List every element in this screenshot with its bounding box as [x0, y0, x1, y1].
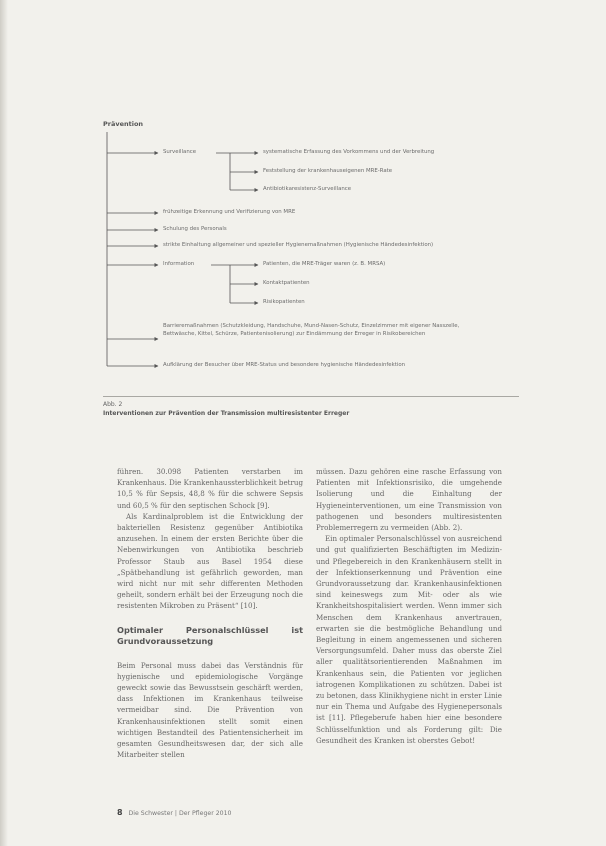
node-surveillance-b: Feststellung der krankenhauseigenen MRE-Rate	[263, 168, 393, 174]
node-information: Information	[163, 261, 195, 267]
column-right	[316, 466, 502, 746]
section-heading: Optimaler Personalschlüssel ist Grundvoraussetzung	[117, 624, 303, 646]
journal-name: Die Schwester | Der Pfleger 2010	[128, 810, 232, 817]
figure-rule	[103, 396, 519, 397]
node-information-a: Patienten, die MRE-Träger waren (z. B. MRSA)	[263, 261, 386, 267]
page-edge	[0, 0, 8, 846]
node-early-detection: frühzeitige Erkennung und Verifizierung von MRE	[163, 209, 296, 215]
node-staff-training: Schulung des Personals	[163, 226, 227, 232]
figure-arrows	[103, 120, 523, 400]
figure-caption-text: Interventionen zur Prävention der Transmission multiresistenter Erreger	[103, 410, 350, 417]
page-number: 8	[117, 808, 123, 817]
node-visitors: Aufklärung der Besucher über MRE-Status und besondere hygienische Händedesinfektion	[163, 362, 406, 368]
node-information-c: Risikopatienten	[263, 299, 305, 305]
paragraph: Als Kardinalproblem ist die Entwicklung der bakteriellen Resistenz gegenüber Antibiotika anzusehen. In einem der ersten Berichte über die Nebenwirkungen von Antibiotika beschrieb Professor Staub aus Basel 1954 diese „Spätbehandlung ist gefährlich geworden, man wird nicht nur mit sehr differenten Methoden geheilt, sondern erhält bei der Erzeugung noch die resistenten Mikroben zu Präsent“ [10].	[117, 511, 303, 611]
figure-title: Prävention	[103, 120, 144, 128]
figure-caption-number: Abb. 2	[103, 401, 123, 408]
prevention-figure	[103, 120, 523, 406]
column-left	[117, 466, 303, 760]
paragraph: führen. 30.098 Patienten verstarben im Krankenhaus. Die Krankenhaussterblichkeit betrug 10,5 % für Sepsis, 48,8 % für die schwere Sepsis und 60,5 % für den septischen Schock [9].	[117, 467, 303, 510]
node-surveillance: Surveillance	[163, 149, 197, 155]
paragraph: Beim Personal muss dabei das Verständnis für hygienische und epidemiologische Vorgänge geweckt sowie das Bewusstsein geschärft werden, dass Infektionen im Krankenhaus teilweise vermeidbar sind. Die Prävention von Krankenhausinfektionen stellt somit einen wichtigen Bestandteil des Patientensicherheit im gesamten Gesundheitswesen dar, der sich alle Mitarbeiter stellen	[117, 660, 303, 760]
node-surveillance-a: systematische Erfassung des Vorkommens und der Verbreitung	[263, 149, 435, 155]
node-barrier: Barrieremaßnahmen (Schutzkleidung, Handschuhe, Mund-Nasen-Schutz, Einzelzimmer mit eigener Nasszelle, Bettwäsche, Kittel, Schürze, Patientenisolierung) zur Eindämmung der Erreger in Risikobereichen	[163, 323, 460, 337]
page-footer	[117, 808, 231, 817]
node-information-b: Kontaktpatienten	[263, 280, 310, 286]
paragraph: Ein optimaler Personalschlüssel von ausreichend und gut qualifizierten Beschäftigten im Medizin- und Pflegebereich in den Krankenhäusern stellt in der Infektionserkennung und Prävention eine Grundvoraussetzung dar. Krankenhausinfektionen sind keineswegs zum Mit- oder als wie Krankheitshospitalisiert werden. Wenn immer sich Menschen dem Krankenhaus anvertrauen, erwarten sie die bestmögliche Behandlung und Begleitung in einem angemessenen und sicheren Versorgungsumfeld. Daher muss das oberste Ziel aller qualitätsorientierenden Maßnahmen im Krankenhaus sein, die Patienten vor jeglichen iatrogenen Komplikationen zu schützen. Dabei ist zu betonen, dass Klinikhygiene nicht in erster Linie nur ein Thema und Aufgabe des Hygienepersonals ist [11]. Pflegeberufe haben hier eine besondere Schlüsselfunktion und als Forderung gilt: Die Gesundheit des Kranken ist oberstes Gebot!	[316, 534, 502, 745]
paragraph: müssen. Dazu gehören eine rasche Erfassung von Patienten mit Infektionsrisiko, die umgehende Isolierung und die Einhaltung der Hygieneinterventionen, um eine Transmission von pathogenen und besonders multiresistenten Problemerregern zu vermeiden (Abb. 2).	[316, 467, 502, 533]
node-hygiene: strikte Einhaltung allgemeiner und spezieller Hygienemaßnahmen (Hygienische Händedesinfektion)	[163, 242, 434, 248]
node-surveillance-c: Antibiotikaresistenz-Surveillance	[263, 186, 352, 192]
